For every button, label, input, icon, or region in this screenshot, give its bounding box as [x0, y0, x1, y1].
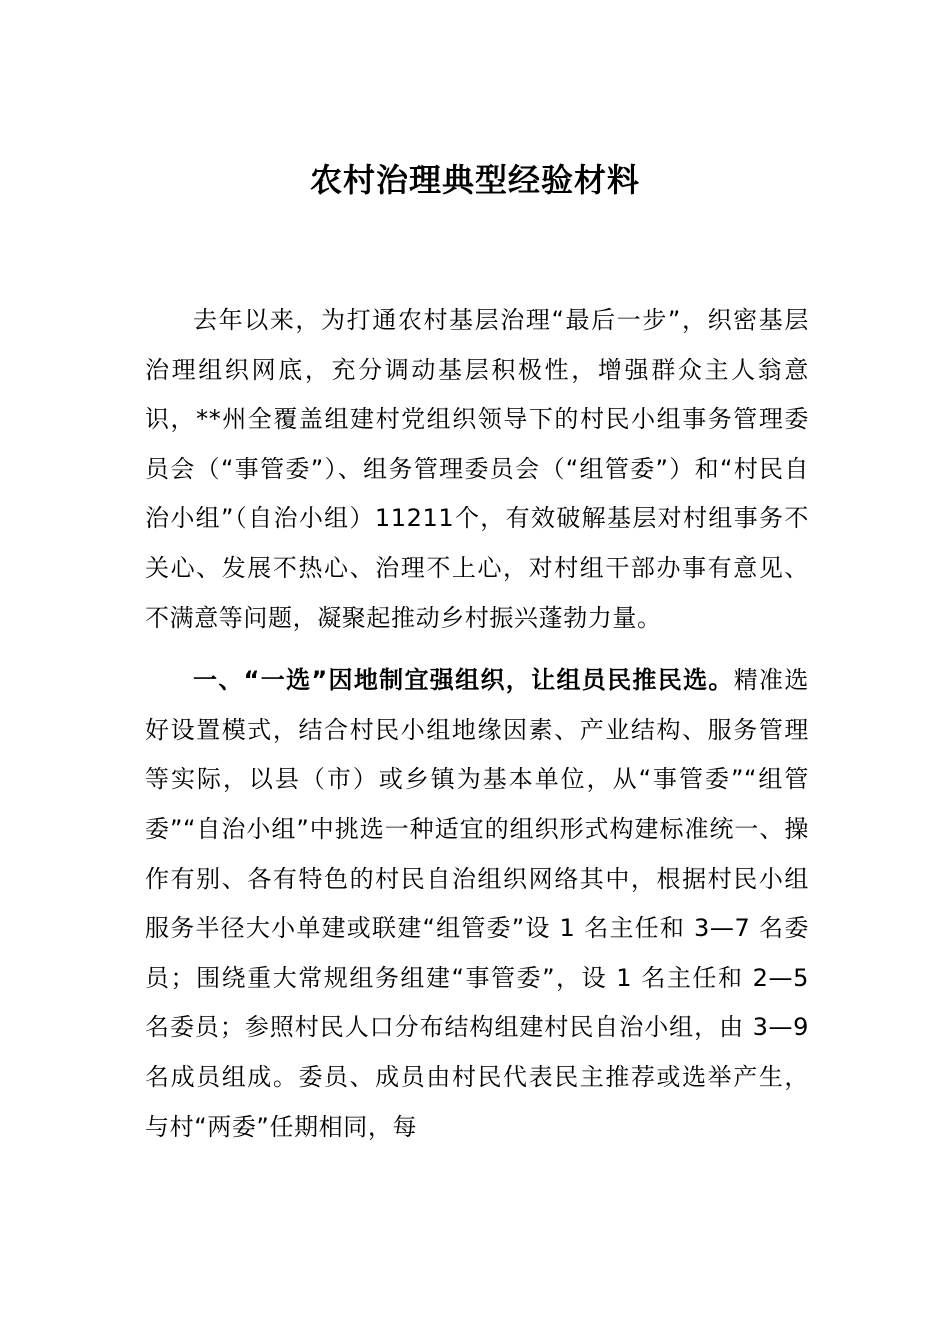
paragraph-section-1 [145, 656, 809, 1152]
section-1-text: 精准选好设置模式，结合村民小组地缘因素、产业结构、服务管理等实际，以县（市）或乡镇为基本单位，从“事管委”“组管委”“自治小组”中挑选一种适宜的组织形式构建标准统一、操作有别、各有特色的村民自治组织网络其中，根据村民小组服务半径大小单建或联建“组管委”设 1 名主任和 3—7 名委员；围绕重大常规组务组建“事管委”，设 1 名主任和 2—5 名委员；参照村民人口分布结构组建村民自治小组，由 3—9 名成员组成。委员、成员由村民代表民主推荐或选举产生，与村“两委”任期相同，每 [145, 666, 809, 1141]
document-title: 农村治理典型经验材料 [309, 161, 640, 199]
document-body [145, 296, 809, 1152]
paragraph-intro [145, 296, 809, 643]
paragraph-intro-text: 去年以来，为打通农村基层治理“最后一步”，织密基层治理组织网底，充分调动基层积极性，增强群众主人翁意识，**州全覆盖组建村党组织领导下的村民小组事务管理委员会（“事管委”）、组务管理委员会（“组管委”）和“村民自治小组”（自治小组）11211个，有效破解基层对村组事务不关心、发展不热心、治理不上心，对村组干部办事有意见、不满意等问题，凝聚起推动乡村振兴蓬勃力量。 [145, 306, 809, 632]
section-1-heading: 一、“一选”因地制宜强组织，让组员民推民选。 [193, 666, 734, 695]
